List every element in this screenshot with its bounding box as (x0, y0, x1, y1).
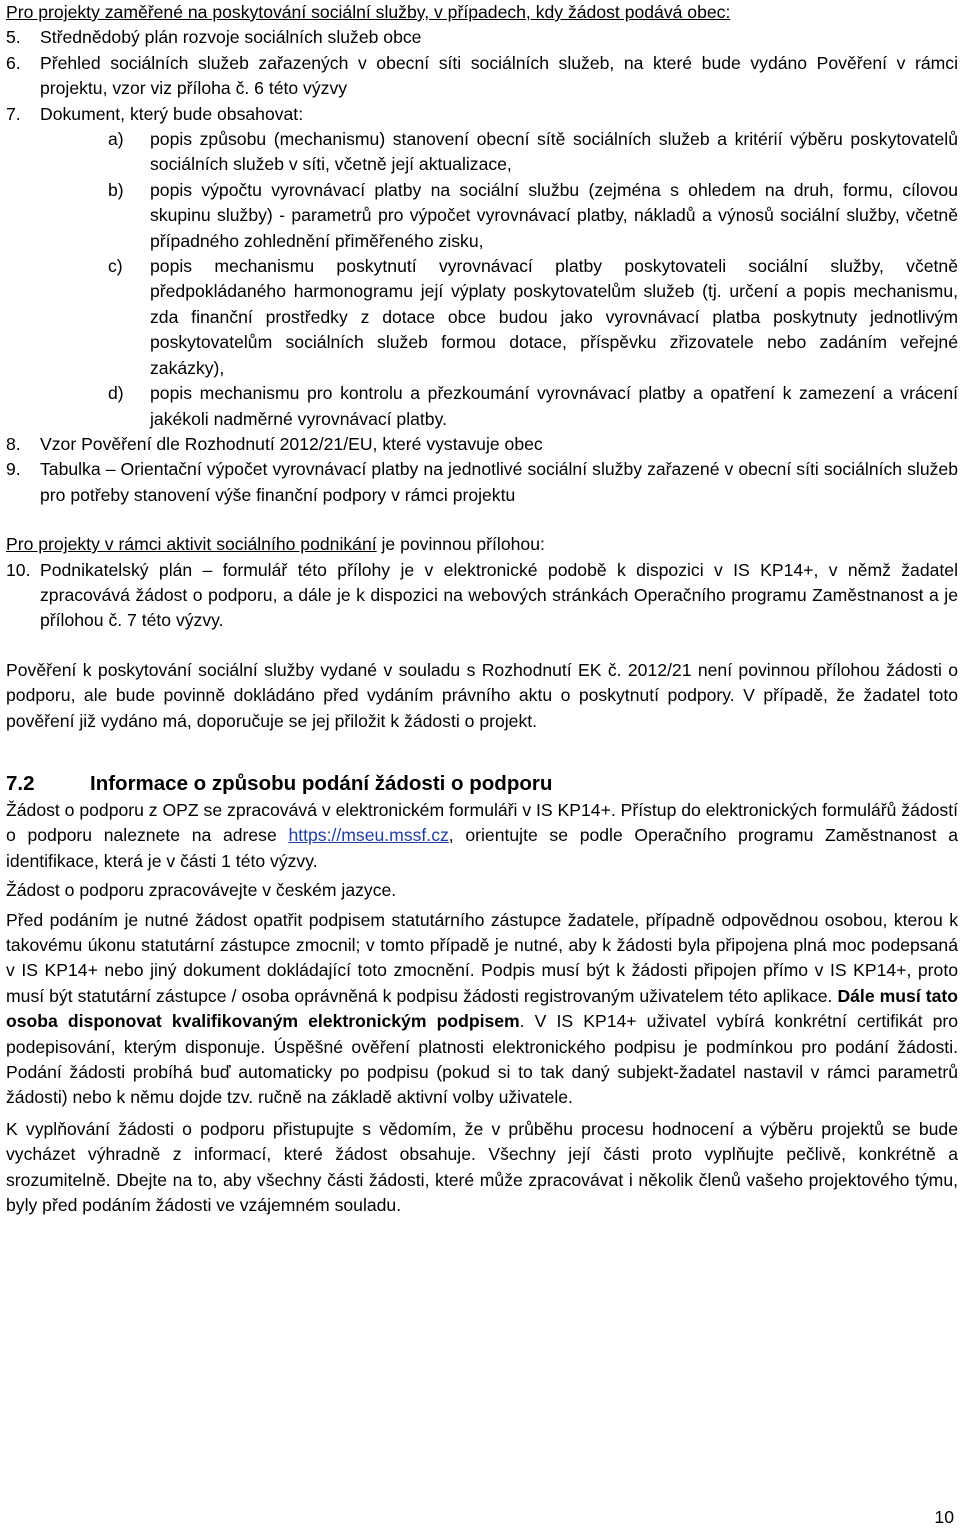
paragraph-filling: K vyplňování žádosti o podporu přistupujte s vědomím, že v průběhu procesu hodnocení a výběru projektů se bude vycházet výhradně z informací, které žádost obsahuje. Všechny její části proto vyplňujte pečlivě, konkrétně a srozumitelně. Dbejte na to, aby všechny části žádosti, které může zpracovávat i několik členů vašeho projektového týmu, byly před podáním žádosti ve vzájemném souladu. (6, 1118, 958, 1216)
list-item-text: Dokument, který bude obsahovat: (40, 103, 304, 124)
list-item-text: Střednědobý plán rozvoje sociálních služeb obce (40, 27, 422, 48)
sub-list-item (108, 178, 958, 254)
document-contents-list (6, 127, 958, 432)
paragraph-signature-text: Před podáním je nutné žádost opatřit podpisem statutárního zástupce žadatele, případně odpovědnou osobou, kterou k takovému úkonu statutární zástupce zmocnil; v tomto případě je nutné, aby k žádosti byla připojena plná moc podepsaná v IS KP14+ nebo jiný dokument dokládající toto zmocnění. Podpis musí být k žádosti připojen přímo v IS KP14+, proto musí být statutární zástupce / osoba oprávněná k podpisu žádosti registrovaným uživatelem této aplikace. (6, 909, 958, 1006)
sub-list-item-text: popis mechanismu pro kontrolu a přezkoumání vyrovnávací platby a opatření k zamezení a vrácení jakékoli nadměrné vyrovnávací platby. (150, 383, 958, 429)
list-item-number: 9. (6, 459, 21, 480)
list-item (6, 457, 958, 508)
sub-list-item (108, 127, 958, 178)
section-heading (6, 770, 958, 798)
sub-list-item-text: popis výpočtu vyrovnávací platby na sociální službu (zejména s ohledem na druh, formu, cílovou skupinu služby) - parametrů pro výpočet vyrovnávací platby, nákladů a výnosů sociální služby, včetně případného zohlednění přiměřeného zisku, (150, 179, 958, 251)
sub-list-item-text: popis způsobu (mechanismu) stanovení obecní sítě sociálních služeb a kritérií výběru poskytovatelů sociálních služeb v síti, včetně její aktualizace, (150, 129, 958, 175)
list-item-number: 6. (6, 52, 21, 73)
list-item-number: 8. (6, 433, 21, 454)
list-item (6, 102, 958, 127)
attachment-list-2 (6, 432, 958, 508)
attachment-list-1 (6, 25, 958, 127)
list-item-number: 5. (6, 27, 21, 48)
section-title: Informace o způsobu podání žádosti o podporu (90, 771, 553, 795)
list-item-text: Přehled sociálních služeb zařazených v obecní síti sociálních služeb, na které bude vydáno Pověření v rámci projektu, vzor viz příloha č. 6 této výzvy (40, 52, 958, 99)
sub-list-item-text: popis mechanismu poskytnutí vyrovnávací platby poskytovateli sociální služby, včetně předpokládaného harmonogramu její výplaty poskytovatelům služeb (tj. určení a popis mechanismu, zda finanční prostředky z dotace obce budou jako vyrovnávací platba poskytnuty jednotlivým poskytovatelům sociálních služeb formou dotace, příspěvku zřizovatele nebo zadáním veřejné zakázky), (150, 256, 958, 378)
paragraph-language: Žádost o podporu zpracovávejte v českém jazyce. (6, 880, 397, 901)
sub-list-item-number: c) (108, 256, 123, 277)
paragraph-signature-bold: Dále musí tato osoba disponovat kvalifikovaným elektronickým podpisem (6, 985, 958, 1032)
paragraph-signature (6, 908, 958, 1111)
list-item-text: Podnikatelský plán – formulář této přílohy je v elektronické podobě k dispozici v IS KP14+, v němž žadatel zpracovává žádost o podporu, a dále je k dispozici na webových stránkách Operačního programu Zaměstnanost a je přílohou č. 7 této výzvy. (40, 559, 958, 631)
document-page (6, 0, 958, 1218)
section-number: 7.2 (6, 771, 35, 795)
sub-list-item-number: b) (108, 179, 124, 200)
page-number: 10 (934, 1507, 954, 1527)
paragraph-poverni: Pověření k poskytování sociální služby vydané v souladu s Rozhodnutí EK č. 2012/21 není povinnou přílohou žádosti o podporu, ale bude povinně dokládáno před vydáním právního aktu o poskytnutí podpory. V případě, že žadatel toto pověření již vydáno má, doporučuje se jej přiložit k žádosti o projekt. (6, 659, 958, 731)
sub-list-item-number: a) (108, 129, 124, 150)
intro-line: Pro projekty zaměřené na poskytování sociální služby, v případech, kdy žádost podává obec: (6, 2, 731, 22)
section-social-business-suffix: je povinnou přílohou: (376, 534, 545, 555)
paragraph-submission (6, 798, 958, 874)
section-social-business-heading (6, 532, 958, 557)
list-item-text: Tabulka – Orientační výpočet vyrovnávací platby na jednotlivé sociální služby zařazené v obecní síti sociálních služeb pro potřeby stanovení výše finanční podpory v rámci projektu (40, 459, 958, 505)
section-social-business-title: Pro projekty v rámci aktivit sociálního podnikání (6, 534, 377, 555)
list-item-number: 7. (6, 103, 21, 124)
mseu-link[interactable]: https://mseu.mssf.cz (288, 825, 449, 846)
list-item-number: 10. (6, 559, 31, 580)
paragraph-signature-text-end: . V IS KP14+ uživatel vybírá konkrétní certifikát pro podepisování, kterým disponuje. Úspěšné ověření platnosti elektronického podpisu je podmínkou pro podání žádosti. Podání žádosti probíhá buď automaticky po podpisu (pokud si to tak daný subjekt-žadatel nastavil v rámci parametrů žádosti) nebo k němu dojde tzv. ručně na základě aktivní volby uživatele. (6, 1011, 958, 1108)
list-item (6, 558, 958, 634)
paragraph-submission-text: Žádost o podporu z OPZ se zpracovává v elektronickém formuláři v IS KP14+. Přístup do elektronických formulářů žádostí o podporu naleznete na adrese (6, 799, 958, 846)
paragraph-submission-text-end: , orientujte se podle Operačního programu Zaměstnanost a identifikace, která je v části 1 této výzvy. (6, 825, 958, 871)
sub-list-item-number: d) (108, 383, 124, 404)
sub-list-item (108, 254, 958, 381)
list-item (6, 25, 958, 50)
list-item-text: Vzor Pověření dle Rozhodnutí 2012/21/EU, které vystavuje obec (40, 433, 543, 454)
sub-list-item (108, 381, 958, 432)
list-item (6, 51, 958, 102)
list-item (6, 432, 958, 457)
attachment-list-3 (6, 558, 958, 634)
